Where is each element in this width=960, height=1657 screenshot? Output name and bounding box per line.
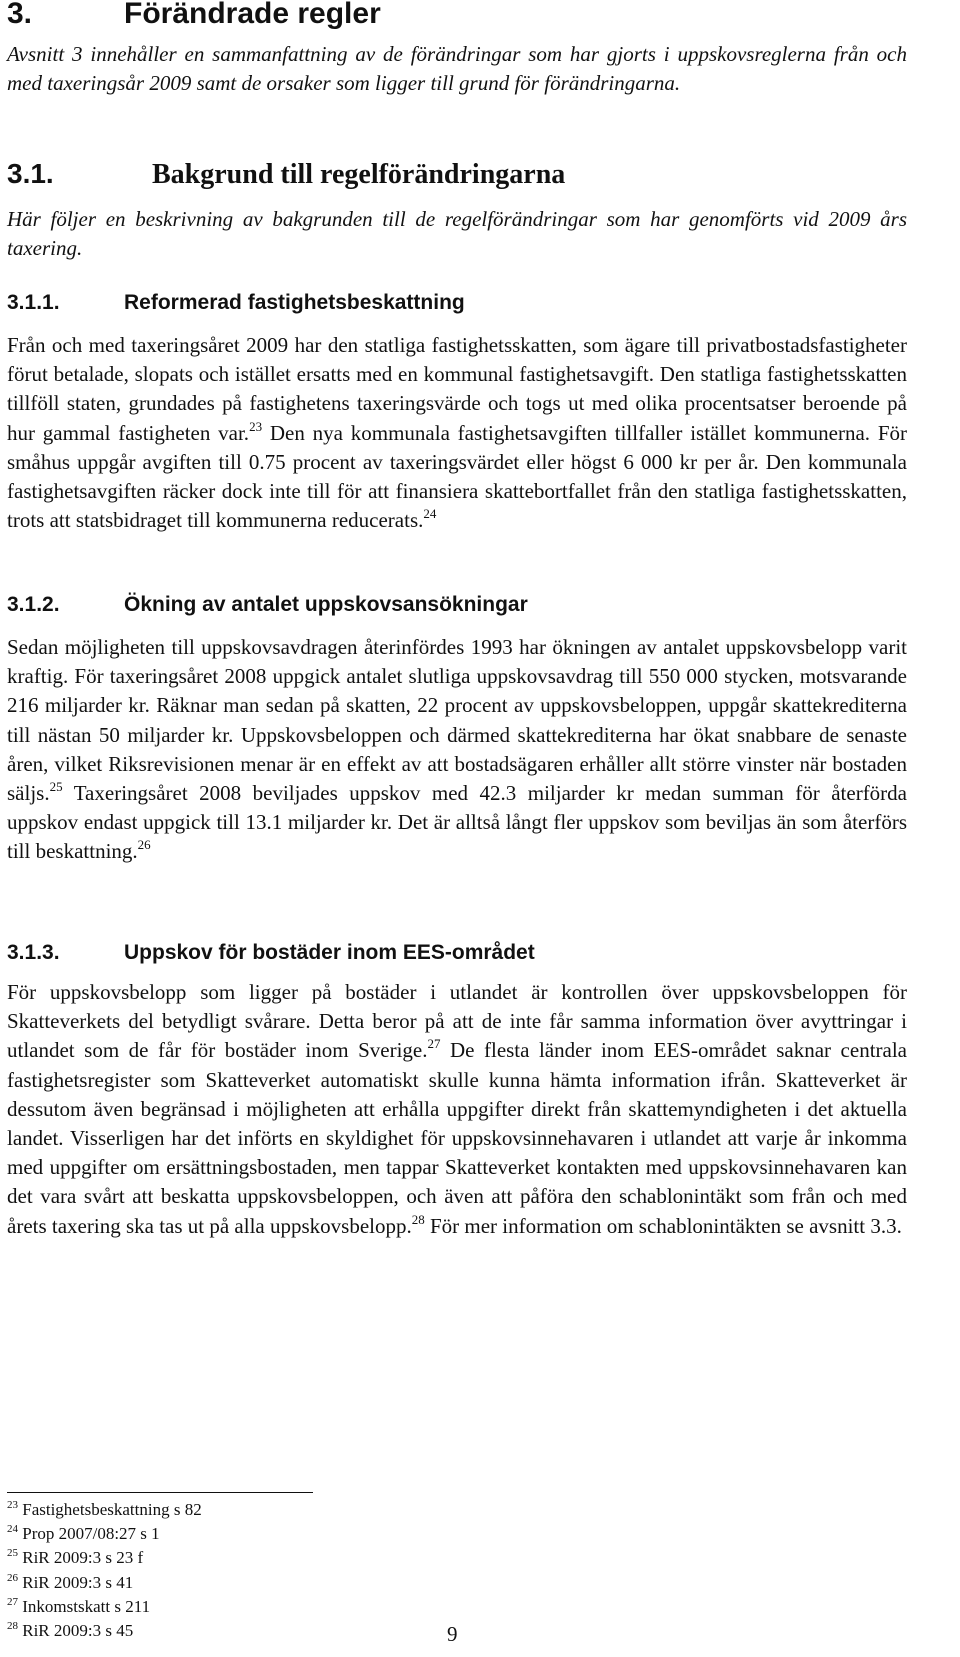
footnote-text: RiR 2009:3 s 41: [18, 1572, 134, 1592]
subsection-intro: Här följer en beskrivning av bakgrunden till de regelförändringar som har genomförts vid 2009 års taxering.: [7, 207, 907, 260]
paragraph-reformerad-fastighetsbeskattning: [7, 331, 907, 535]
section-heading: [7, 0, 381, 32]
paragraph-text: De flesta länder inom EES-området saknar centrala fastighetsregister som Skatteverket automatiskt skulle kunna hämta information ifrån. Skatteverket är dessutom även begränsad i möjligheten att erhålla uppgifter direkt från skattemyndigheten i det aktuella landet. Visserligen har det införts en skyldighet för uppskovsinnehavaren i utlandet att varje år inkomma med uppgifter om ersättningsbostaden, men tappar Skatteverket kontakten med uppskovsinnehavaren kan det vara svårt att beskatta uppskovsbeloppen, och även att påföra den schablonintäkt som från och med årets taxering ska tas ut på alla uppskovsbelopp.: [7, 1038, 908, 1238]
footnote-divider: [7, 1492, 313, 1493]
footnote-number: 25: [7, 1547, 18, 1560]
subsection-title: Bakgrund till regelförändringarna: [152, 159, 566, 190]
footnote-number: 23: [7, 1499, 18, 1511]
section-title: Förändrade regler: [124, 0, 381, 30]
subsubsection-title: Uppskov för bostäder inom EES-området: [124, 941, 535, 964]
paragraph-text: Taxeringsåret 2008 beviljades uppskov med 42.3 miljarder kr medan summan för återförda uppskov endast uppgick till 13.1 miljarder kr. Det är alltså långt fler uppskov som beviljas än som återförs till beskattning.: [7, 781, 907, 864]
subsubsection-heading: [7, 591, 528, 619]
footnote-item: [7, 1498, 202, 1522]
paragraph-uppskov-ees-omradet: [7, 978, 907, 1241]
footnote-reference[interactable]: 25: [49, 779, 63, 795]
footnote-reference[interactable]: 27: [427, 1036, 441, 1052]
footnote-text: RiR 2009:3 s 45: [18, 1621, 134, 1641]
footnote-text: RiR 2009:3 s 23 f: [18, 1548, 144, 1568]
footnote-item: [7, 1546, 202, 1570]
paragraph-okning-av-uppskovsansokningar: [7, 633, 907, 867]
footnote-item: [7, 1595, 202, 1619]
subsubsection-number: 3.1.3.: [7, 941, 60, 964]
subsubsection-heading: [7, 939, 535, 967]
page-number: 9: [447, 1622, 458, 1646]
subsubsection-heading: [7, 289, 465, 317]
paragraph-text: För mer information om schablonintäkten se avsnitt 3.3.: [424, 1213, 902, 1238]
footnote-number: 24: [7, 1523, 18, 1536]
footnote-item: [7, 1571, 202, 1595]
footnote-item: [7, 1619, 202, 1643]
footnote-reference[interactable]: 26: [137, 837, 151, 853]
subsubsection-title: Ökning av antalet uppskovsansökningar: [124, 593, 528, 616]
footnote-text: Prop 2007/08:27 s 1: [18, 1524, 160, 1544]
footnote-reference[interactable]: 28: [411, 1211, 425, 1227]
section-number: 3.: [7, 0, 33, 30]
subsubsection-number: 3.1.2.: [7, 593, 60, 616]
footnote-text: Inkomstskatt s 211: [18, 1596, 151, 1616]
footnote-reference[interactable]: 23: [249, 418, 263, 434]
subsubsection-number: 3.1.1.: [7, 291, 60, 314]
paragraph-text: Sedan möjligheten till uppskovsavdragen återinfördes 1993 har ökningen av antalet uppskovsbelopp varit kraftig. För taxeringsåret 2008 uppgick antalet slutliga uppskovsavdrag till 550 000 stycken, motsvarande 216 miljarder kr. Räknar man sedan på skatten, 22 procent av uppskovsbeloppen, uppgår skattekrediterna till nästan 50 miljarder kr. Uppskovsbeloppen och därmed skattekrediterna har ökat snabbare de senaste åren, vilket Riksrevisionen menar är en effekt av att bostadsägaren erhåller allt större vinster när bostaden säljs.: [7, 635, 907, 806]
subsection-heading: [7, 157, 565, 192]
section-intro: Avsnitt 3 innehåller en sammanfattning av de förändringar som har gjorts i uppskovsreglerna från och med taxeringsår 2009 samt de orsaker som ligger till grund för förändringarna.: [7, 42, 907, 95]
footnote-reference[interactable]: 24: [423, 506, 437, 522]
footnote-list: [7, 1498, 202, 1643]
footnote-number: 26: [7, 1571, 18, 1584]
footnote-item: [7, 1522, 202, 1546]
subsubsection-title: Reformerad fastighetsbeskattning: [124, 291, 465, 314]
footnote-number: 27: [7, 1595, 18, 1608]
paragraph-text: Den nya kommunala fastighetsavgiften tillfaller istället kommunerna. För småhus uppgår avgiften till 0.75 procent av taxeringsvärdet eller högst 6 000 kr per år. Den kommunala fastighetsavgiften räcker dock inte till för att finansiera skattebortfallet från den statliga fastighetsskatten, trots att statsbidraget till kommunerna reducerats.: [7, 420, 907, 533]
subsection-number: 3.1.: [7, 158, 54, 189]
footnote-text: Fastighetsbeskattning s 82: [18, 1500, 202, 1519]
paragraph-text: Från och med taxeringsåret 2009 har den statliga fastighetsskatten, som ägare till privatbostadsfastigheter förut betalade, slopats och istället ersatts med en kommunal fastighetsavgift. Den statliga fastighetsskatten tillföll staten, grundades på fastighetens taxeringsvärde och togs ut med olika procentsatser beroende på hur gammal fastigheten var.: [7, 333, 907, 445]
paragraph-text: För uppskovsbelopp som ligger på bostäder i utlandet är kontrollen över uppskovsbeloppen för Skatteverkets del betydligt svårare. Detta beror på att de inte får samma information över avyttringar i utlandet som de får för bostäder inom Sverige.: [7, 980, 907, 1063]
footnote-number: 28: [7, 1620, 18, 1633]
